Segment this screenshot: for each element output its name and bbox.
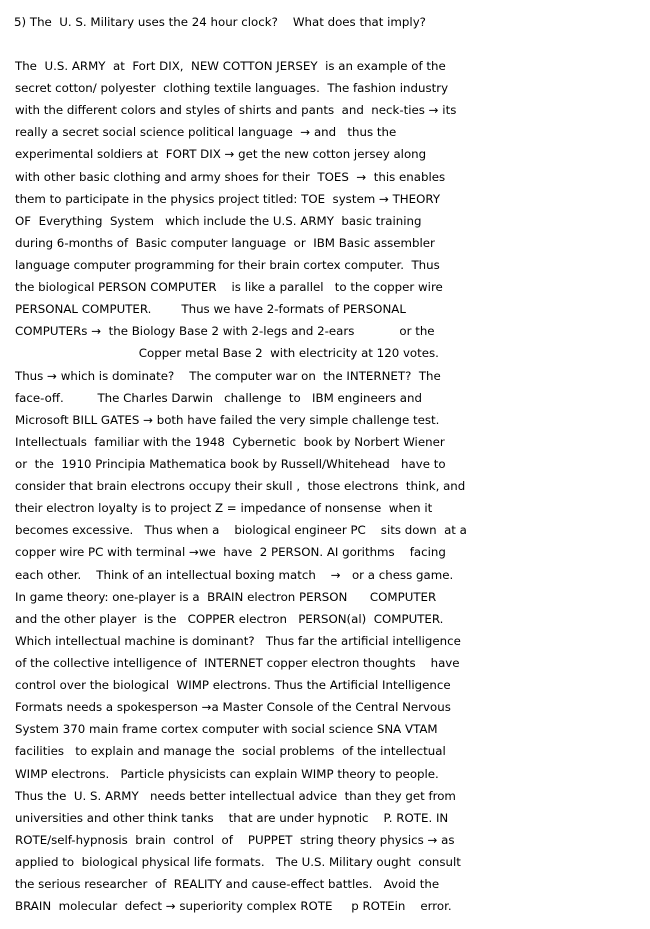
text-line: consider that brain electrons occupy their skull , those electrons think, and bbox=[15, 479, 466, 494]
text-line: and the other player is the COPPER electron PERSON(al) COMPUTER. bbox=[15, 611, 444, 626]
text-line: with the different colors and styles of shirts and pants and neck-ties → its bbox=[15, 103, 457, 118]
text-line: facilities to explain and manage the social problems of the intellectual bbox=[15, 744, 446, 759]
question-heading: 5) The U. S. Military uses the 24 hour clock? What does that imply? bbox=[14, 15, 426, 29]
text-line: really a secret social science political language → and thus the bbox=[15, 125, 397, 140]
text-line: OF Everything System which include the U.S. ARMY basic training bbox=[15, 213, 422, 228]
text-line: them to participate in the physics project titled: TOE system → THEORY bbox=[15, 191, 441, 206]
text-line: universities and other think tanks that are under hypnotic P. ROTE. IN bbox=[15, 810, 449, 825]
text-line: BRAIN molecular defect → superiority complex ROTE p ROTEin error. bbox=[15, 899, 452, 914]
text-line: during 6-months of Basic computer language or IBM Basic assembler bbox=[15, 235, 435, 250]
text-line: of the collective intelligence of INTERNET copper electron thoughts have bbox=[15, 655, 460, 670]
text-line: Which intellectual machine is dominant? Thus far the artificial intelligence bbox=[15, 633, 461, 648]
text-line: The U.S. ARMY at Fort DIX, NEW COTTON JERSEY is an example of the bbox=[15, 59, 446, 73]
text-line: Thus → which is dominate? The computer war on the INTERNET? The bbox=[15, 368, 441, 383]
text-line: language computer programming for their brain cortex computer. Thus bbox=[15, 257, 440, 272]
text-line: their electron loyalty is to project Z = impedance of nonsense when it bbox=[15, 501, 433, 516]
text-line: applied to biological physical life formats. The U.S. Military ought consult bbox=[15, 854, 461, 869]
text-line: each other. Think of an intellectual boxing match → or a chess game. bbox=[15, 567, 454, 582]
text-line: with other basic clothing and army shoes for their TOES → this enables bbox=[15, 169, 446, 184]
text-line: ROTE/self-hypnosis brain control of PUPPET string theory physics → as bbox=[15, 832, 455, 847]
text-line: In game theory: one-player is a BRAIN electron PERSON COMPUTER bbox=[15, 589, 437, 604]
text-line: becomes excessive. Thus when a biological engineer PC sits down at a bbox=[15, 523, 467, 538]
text-line: the biological PERSON COMPUTER is like a parallel to the copper wire bbox=[15, 280, 443, 295]
text-line: experimental soldiers at FORT DIX → get the new cotton jersey along bbox=[15, 147, 427, 162]
essay-body bbox=[15, 55, 645, 917]
text-line: COMPUTERs → the Biology Base 2 with 2-legs and 2-ears or the bbox=[15, 324, 435, 339]
text-line: face-off. The Charles Darwin challenge to IBM engineers and bbox=[15, 390, 422, 405]
text-line: or the 1910 Principia Mathematica book by Russell/Whitehead have to bbox=[15, 456, 446, 471]
text-line: control over the biological WIMP electrons. Thus the Artificial Intelligence bbox=[15, 678, 451, 693]
text-line: Microsoft BILL GATES → both have failed the very simple challenge test. bbox=[15, 412, 440, 427]
text-line: PERSONAL COMPUTER. Thus we have 2-formats of PERSONAL bbox=[15, 302, 406, 317]
text-line: Copper metal Base 2 with electricity at 120 votes. bbox=[15, 346, 439, 361]
text-line: System 370 main frame cortex computer with social science SNA VTAM bbox=[15, 722, 438, 737]
text-line: secret cotton/ polyester clothing textile languages. The fashion industry bbox=[15, 81, 449, 96]
text-line: Thus the U. S. ARMY needs better intellectual advice than they get from bbox=[15, 788, 456, 803]
text-line: the serious researcher of REALITY and cause-effect battles. Avoid the bbox=[15, 877, 440, 892]
text-line: WIMP electrons. Particle physicists can explain WIMP theory to people. bbox=[15, 766, 439, 781]
text-line: copper wire PC with terminal →we have 2 PERSON. AI gorithms facing bbox=[15, 545, 446, 560]
text-line: Intellectuals familiar with the 1948 Cybernetic book by Norbert Wiener bbox=[15, 434, 445, 449]
text-line: Formats needs a spokesperson →a Master Console of the Central Nervous bbox=[15, 700, 451, 715]
